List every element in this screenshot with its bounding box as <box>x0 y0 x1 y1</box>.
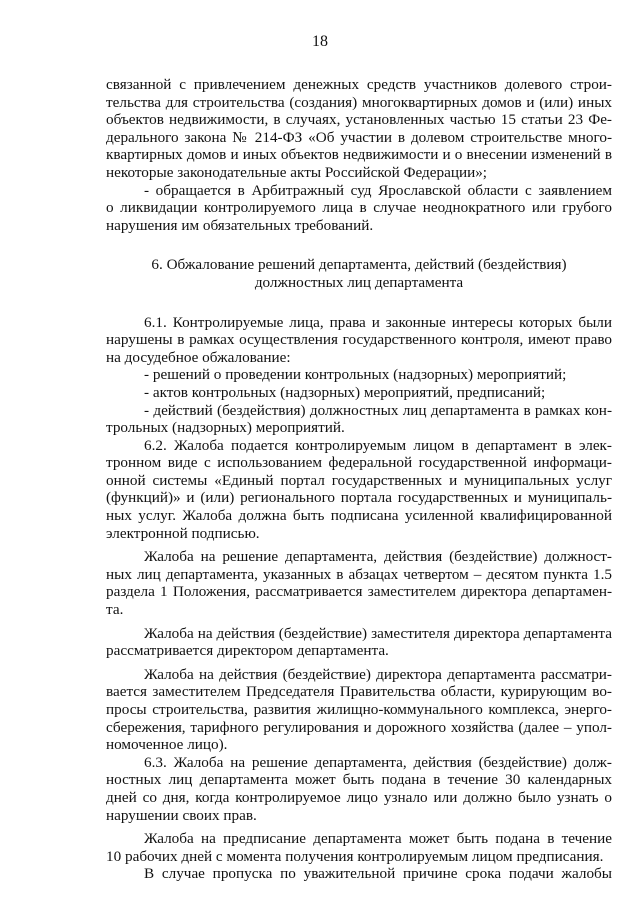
text-line: связанной с привлечением денежных средств участников долевого строи- <box>106 76 612 93</box>
text-line: раздела 1 Положения, рассматривается заместителем директора департамен- <box>106 583 612 601</box>
text-line: та. <box>106 601 124 619</box>
text-line: 6.2. Жалоба подается контролируемым лицом в департамент в элек- <box>144 436 612 454</box>
page-number: 18 <box>312 33 328 50</box>
text-line: 10 рабочих дней с момента получения контролируемым лицом предписания. <box>106 847 604 865</box>
text-line: нарушении своих прав. <box>106 806 257 824</box>
text-line: номоченное лицо). <box>106 736 228 754</box>
text-line: В случае пропуска по уважительной причине срока подачи жалобы <box>144 865 612 883</box>
arbitration-paragraph <box>106 182 612 235</box>
text-line: ных услуг. Жалоба должна быть подписана усиленной квалифицированной <box>106 507 612 525</box>
text-line: рассматривается директором департамента. <box>106 642 389 660</box>
text-line: сбережения, тарифного регулирования и дорожного хозяйства (далее – упол- <box>106 718 612 736</box>
paragraph-chair <box>106 666 612 754</box>
heading-line: 6. Обжалование решений департамента, действий (бездействия) <box>151 256 567 274</box>
text-line: нарушены в рамках осуществления государственного контроля, имеют право <box>106 331 612 349</box>
paragraph-last <box>106 865 612 883</box>
text-line: объектов недвижимости, в случаях, установленных частью 15 статьи 23 Фе- <box>106 111 612 129</box>
paragraph-6-3 <box>106 754 612 824</box>
text-line: 6.3. Жалоба на решение департамента, действия (бездействие) долж- <box>144 753 612 771</box>
text-line: о ликвидации контролируемого лица в случае неоднократного или грубого <box>106 199 612 217</box>
paragraph-6-1 <box>106 314 612 437</box>
text-line: дней со дня, когда контролируемое лицо узнало или должно было узнать о <box>106 788 612 806</box>
text-line: онной системы «Единый портал государственных и муниципальных услуг <box>106 471 612 489</box>
text-line: тронном виде с использованием федеральной государственной информаци- <box>106 454 612 472</box>
text-line: на досудебное обжалование: <box>106 348 291 366</box>
text-line: трольных (надзорных) мероприятий. <box>106 419 345 437</box>
text-line: нарушения им обязательных требований. <box>106 216 374 234</box>
text-line: Жалоба на предписание департамента может быть подана в течение <box>144 830 612 848</box>
text-line: тельства для строительства (создания) многоквартирных домов и (или) иных <box>106 93 612 111</box>
paragraph-director <box>106 625 612 660</box>
list-item: - актов контрольных (надзорных) мероприятий, предписаний; <box>144 383 546 401</box>
paragraph-prescription <box>106 830 612 865</box>
paragraph-6-2 <box>106 437 612 543</box>
paragraph-deputy <box>106 548 612 618</box>
text-line: Жалоба на решение департамента, действия (бездействие) должност- <box>144 548 612 566</box>
document-body <box>106 76 612 883</box>
heading-line: должностных лиц департамента <box>254 273 464 291</box>
text-line: ных лиц департамента, указанных в абзацах четвертом – десятом пункта 1.5 <box>106 565 612 583</box>
intro-paragraph <box>106 76 612 182</box>
text-line: некоторые законодательные акты Российской Федерации»; <box>106 163 488 181</box>
text-line: просы строительства, развития жилищно-коммунального комплекса, энерго- <box>106 701 612 718</box>
list-item: - решений о проведении контрольных (надзорных) мероприятий; <box>144 366 567 384</box>
text-line: Жалоба на действия (бездействие) заместителя директора департамента <box>144 624 612 642</box>
text-line: 6.1. Контролируемые лица, права и законные интересы которых были <box>144 313 612 331</box>
text-line: электронной подписью. <box>106 524 260 542</box>
text-line: Жалоба на действия (бездействие) директора департамента рассматри- <box>144 665 612 683</box>
text-line: (функций)» и (или) регионального портала государственных и муниципаль- <box>106 489 612 507</box>
list-item: - действий (бездействия) должностных лиц департамента в рамках кон- <box>144 401 612 419</box>
section-heading <box>106 256 612 291</box>
text-line: квартирных домов и иных объектов недвижимости и о внесении изменений в <box>106 146 612 164</box>
text-line: - обращается в Арбитражный суд Ярославской области с заявлением <box>144 181 612 199</box>
text-line: вается заместителем Председателя Правительства области, курирующим во- <box>106 683 612 701</box>
text-line: дерального закона № 214-ФЗ «Об участии в долевом строительстве много- <box>106 128 612 146</box>
text-line: ностных лиц департамента может быть подана в течение 30 календарных <box>106 771 612 789</box>
